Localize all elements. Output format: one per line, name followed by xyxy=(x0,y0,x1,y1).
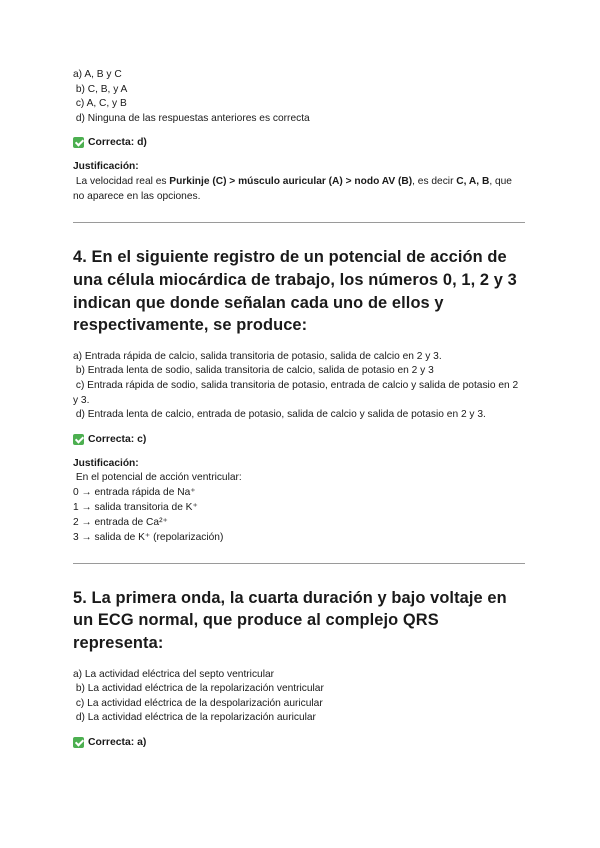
q4-just-line: 3 → salida de K⁺ (repolarización) xyxy=(73,531,224,543)
check-mark-icon xyxy=(73,737,84,748)
q3-option-b: b) C, B, y A xyxy=(73,83,128,95)
q3-justification-text xyxy=(73,174,525,204)
q5-option-b: b) La actividad eléctrica de la repolarización ventricular xyxy=(73,683,324,695)
q4-justification-heading: Justificación: xyxy=(73,457,139,469)
q4-correct-label: Correcta: c) xyxy=(88,433,147,445)
q5-correct-answer xyxy=(73,737,525,748)
q4-option-a: a) Entrada rápida de calcio, salida transitoria de potasio, salida de calcio en 2 y 3. xyxy=(73,350,442,362)
q4-option-c: c) Entrada rápida de sodio, salida transitoria de potasio, entrada de calcio y salida de potasio en 2 y 3. xyxy=(73,379,521,406)
check-mark-icon xyxy=(73,434,84,445)
q3-correct-answer xyxy=(73,137,525,148)
q4-correct-answer xyxy=(73,434,525,445)
q5-option-c: c) La actividad eléctrica de la despolarización auricular xyxy=(73,697,323,709)
q3-just-bold-2: C, A, B xyxy=(456,176,490,188)
q3-option-a: a) A, B y C xyxy=(73,69,122,80)
q3-just-bold-1: Purkinje (C) > músculo auricular (A) > nodo AV (B) xyxy=(169,176,413,188)
q3-options xyxy=(73,68,525,126)
q3-justification-heading: Justificación: xyxy=(73,161,139,173)
q3-just-text-3: , que no aparece en las opciones. xyxy=(73,176,515,203)
q4-options xyxy=(73,350,525,423)
section-divider xyxy=(73,222,525,223)
q4-just-line: 1 → salida transitoria de K⁺ xyxy=(73,501,198,513)
q3-correct-label: Correcta: d) xyxy=(88,137,147,149)
q4-just-line: 2 → entrada de Ca²⁺ xyxy=(73,516,168,528)
q5-title: 5. La primera onda, la cuarta duración y bajo voltaje en un ECG normal, que produce al complejo QRS representa: xyxy=(73,588,507,652)
check-mark-icon xyxy=(73,137,84,148)
document-page xyxy=(73,68,525,748)
q5-option-d: d) La actividad eléctrica de la repolarización auricular xyxy=(73,712,316,724)
q5-options xyxy=(73,668,525,726)
q5-correct-label: Correcta: a) xyxy=(88,736,147,748)
q4-option-d: d) Entrada lenta de calcio, entrada de potasio, salida de calcio y salida de potasio en 2 y 3. xyxy=(73,409,486,421)
section-divider xyxy=(73,563,525,564)
q3-option-d: d) Ninguna de las respuestas anteriores es correcta xyxy=(73,112,310,124)
q3-just-text-2: , es decir xyxy=(412,176,457,188)
q4-option-b: b) Entrada lenta de sodio, salida transitoria de calcio, salida de potasio en 2 y 3 xyxy=(73,365,434,377)
q4-just-line: 0 → entrada rápida de Na⁺ xyxy=(73,486,196,498)
q4-title: 4. En el siguiente registro de un potencial de acción de una célula miocárdica de trabajo, los números 0, 1, 2 y 3 indican que donde señalan cada uno de ellos y respectivamente, se produce: xyxy=(73,248,517,335)
q3-option-c: c) A, C, y B xyxy=(73,98,127,110)
q3-just-text-1: La velocidad real es xyxy=(73,176,170,188)
q5-option-a: a) La actividad eléctrica del septo ventricular xyxy=(73,668,275,680)
q4-just-line: En el potencial de acción ventricular: xyxy=(73,471,242,483)
q4-justification-list xyxy=(73,470,525,545)
